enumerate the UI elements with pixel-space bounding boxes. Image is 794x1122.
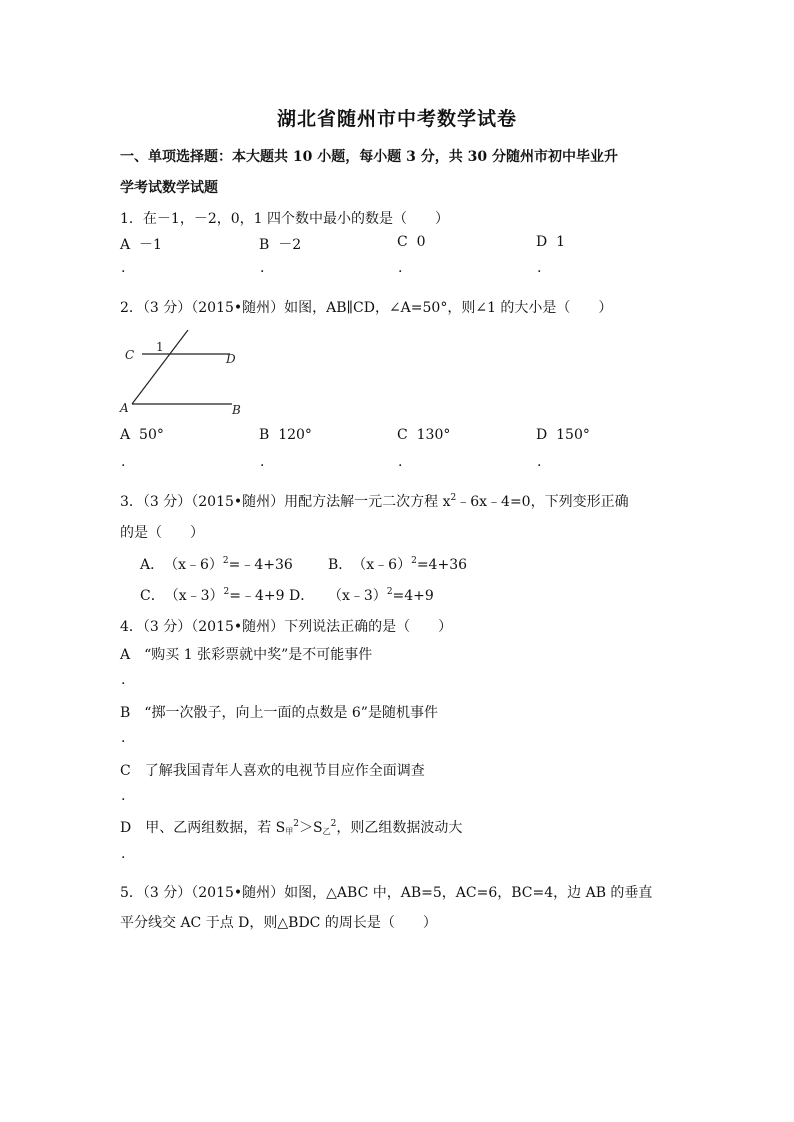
q4-option-c[interactable]: C 了解我国青年人喜欢的电视节目应作全面调查 <box>120 763 425 779</box>
superscript: 2 <box>450 493 457 503</box>
option-text: D 甲、乙两组数据，若 S <box>120 820 286 836</box>
q1-stem: 1．在－1，－2，0，1 四个数中最小的数是（ ） <box>120 211 449 227</box>
page-title: 湖北省随州市中考数学试卷 <box>276 108 517 130</box>
superscript: 2 <box>293 819 299 829</box>
option-letter: D <box>536 234 548 250</box>
q4-option-d[interactable] <box>120 817 462 837</box>
q2-option-b[interactable] <box>259 427 312 443</box>
option-dot: . <box>121 672 126 688</box>
option-text: C． （x﹣3） <box>140 588 224 604</box>
q5-stem-line1: 5．（3 分）（2015•随州）如图，△ABC 中，AB=5，AC=6，BC=4，边 AB 的垂直 <box>120 885 653 901</box>
q4-option-b[interactable]: B “掷一次骰子，向上一面的点数是 6”是随机事件 <box>120 705 438 721</box>
option-text: 50° <box>139 427 164 443</box>
q1-option-b[interactable] <box>259 234 301 254</box>
q3-stem-line2: 的是（ ） <box>120 525 204 541</box>
option-text: （x﹣3） <box>328 588 387 604</box>
q3-option-c[interactable] <box>140 585 314 605</box>
q1-option-a[interactable] <box>120 234 162 254</box>
option-dot: . <box>121 730 126 746</box>
option-text: 150° <box>556 427 590 443</box>
option-dot: . <box>121 788 126 804</box>
superscript: 2 <box>386 587 393 597</box>
q2-stem: 2．（3 分）（2015•随州）如图，AB∥CD，∠A=50°，则∠1 的大小是（ ） <box>120 300 613 316</box>
option-text: ＞S <box>299 820 323 836</box>
q2-option-c[interactable] <box>397 427 450 443</box>
q3-option-d[interactable] <box>328 585 434 605</box>
option-text: ，则乙组数据波动大 <box>336 820 463 836</box>
section-heading-line2: 学考试数学试题 <box>120 180 218 196</box>
section-heading-line1: 一、单项选择题：本大题共 10 小题，每小题 3 分，共 30 分随州市初中毕业升 <box>120 149 618 165</box>
option-dot: . <box>121 454 126 470</box>
label-angle-1: 1 <box>156 340 164 354</box>
q5-stem-line2: 平分线交 AC 于点 D，则△BDC 的周长是（ ） <box>120 915 437 931</box>
option-text: =4+9 <box>392 588 434 604</box>
q2-option-d[interactable] <box>536 427 590 443</box>
option-dot: . <box>121 846 126 862</box>
q3-stem-line1 <box>120 491 629 511</box>
option-text: =﹣4+9 D． <box>229 588 315 604</box>
option-text: 1 <box>556 234 566 250</box>
option-dot: . <box>398 454 403 470</box>
option-dot: . <box>537 260 542 276</box>
q2-option-a[interactable] <box>120 427 164 443</box>
option-letter: A <box>120 237 131 253</box>
option-text: 130° <box>416 427 451 443</box>
subscript: 甲 <box>285 827 294 836</box>
q3-stem-text: ﹣6x﹣4=0，下列变形正确 <box>456 494 629 510</box>
option-text: A． （x﹣6） <box>140 557 223 573</box>
option-text: =﹣4+36 <box>228 557 293 573</box>
option-dot: . <box>121 260 126 276</box>
option-dot: . <box>260 260 265 276</box>
superscript: 2 <box>223 587 230 597</box>
option-text: 0 <box>416 234 426 250</box>
q3-stem-text: 3．（3 分）（2015•随州）用配方法解一元二次方程 x <box>120 494 451 510</box>
label-d: D <box>226 352 236 366</box>
option-dot: . <box>260 454 265 470</box>
superscript: 2 <box>222 556 229 566</box>
q4-stem: 4．（3 分）（2015•随州）下列说法正确的是（ ） <box>120 619 453 635</box>
q1-option-d[interactable] <box>536 234 565 250</box>
q3-option-b[interactable] <box>328 554 467 574</box>
q2-parallel-lines-figure <box>118 330 258 420</box>
option-letter: C <box>397 234 408 250</box>
label-a: A <box>120 401 129 415</box>
option-dot: . <box>398 260 403 276</box>
superscript: 2 <box>330 819 337 829</box>
option-text: 120° <box>278 427 312 443</box>
option-letter: D <box>536 427 548 443</box>
option-text: －1 <box>139 237 162 253</box>
subscript: 乙 <box>322 827 331 836</box>
option-dot: . <box>537 454 542 470</box>
label-b: B <box>232 403 241 417</box>
q1-option-c[interactable] <box>397 234 426 250</box>
option-text: =4+36 <box>416 557 468 573</box>
option-letter: C <box>397 427 408 443</box>
q3-option-a[interactable] <box>140 554 293 574</box>
label-c: C <box>125 348 135 362</box>
option-text: B． （x﹣6） <box>328 557 412 573</box>
q4-option-a[interactable]: A “购买 1 张彩票就中奖”是不可能事件 <box>120 647 373 663</box>
superscript: 2 <box>411 556 417 566</box>
option-letter: A <box>120 427 131 443</box>
option-letter: B <box>259 237 270 253</box>
option-text: －2 <box>278 237 302 253</box>
option-letter: B <box>259 427 270 443</box>
